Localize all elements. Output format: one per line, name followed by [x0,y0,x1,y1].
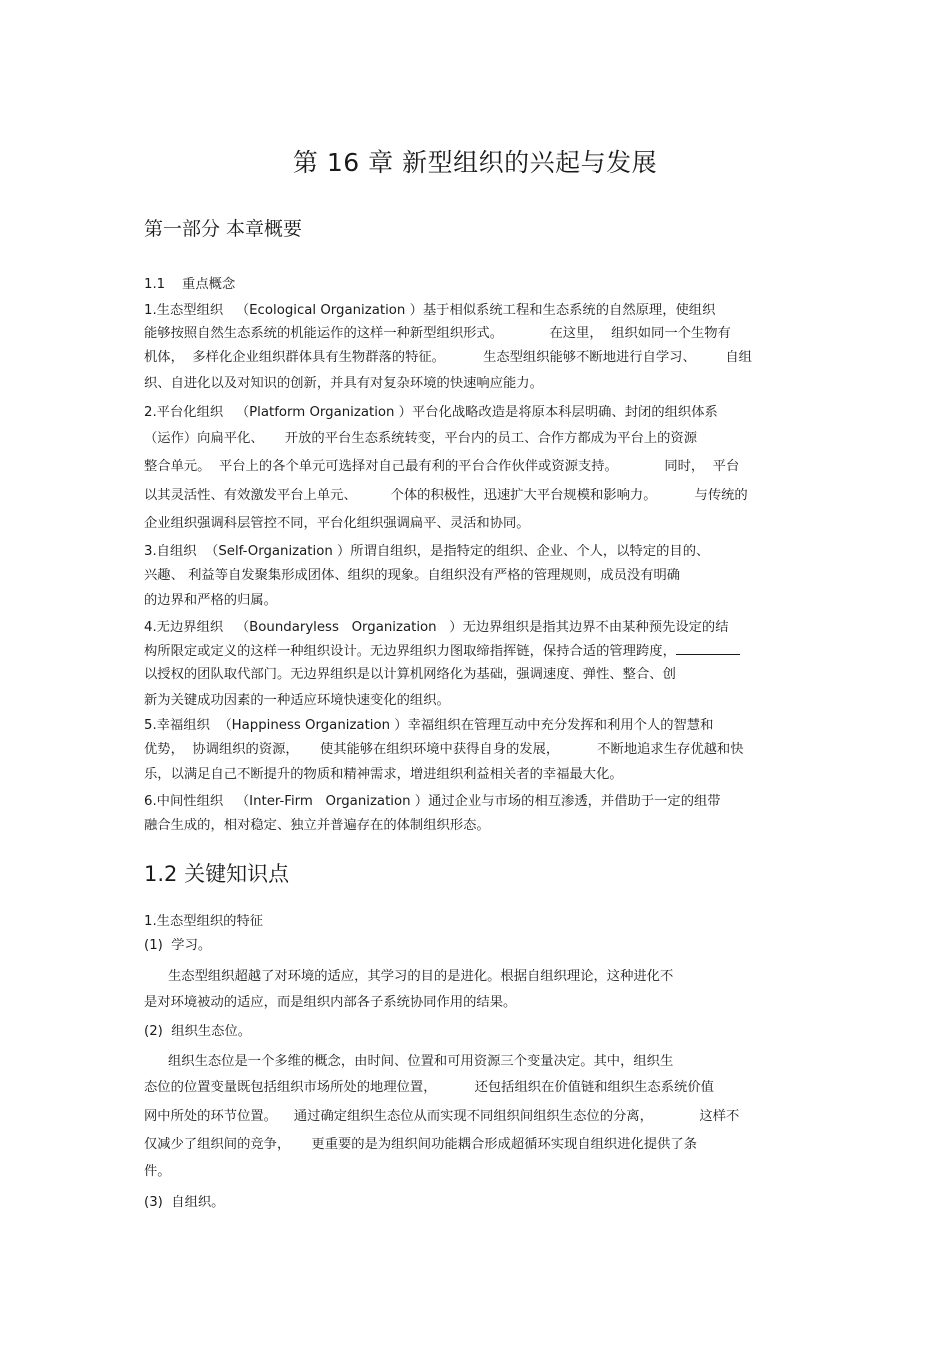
concept-4-line: 4.无边界组织 （Boundaryless Organization ）无边界组织是指其边界不由某种预先设定的结 [144,620,729,635]
knowledge-item-label: (1) 学习。 [144,938,212,953]
concept-4-line: 以授权的团队取代部门。无边界组织是以计算机网络化为基础，强调速度、弹性、整合、创 [144,667,676,682]
chapter-title: 第 16 章 新型组织的兴起与发展 [292,148,658,177]
concept-3-line: 的边界和严格的归属。 [144,593,277,608]
knowledge-paragraph-line: 组织生态位是一个多维的概念，由时间、位置和可用资源三个变量决定。其中，组织生 [168,1054,674,1069]
concept-5-line: 优势， 协调组织的资源， 使其能够在组织环境中获得自身的发展， 不断地追求生存优越和快 [144,742,744,757]
concept-2-line: （运作）向扁平化、 开放的平台生态系统转变，平台内的员工、合作方都成为平台上的资源 [144,431,698,446]
knowledge-paragraph-line: 仅减少了组织间的竞争， 更重要的是为组织间功能耦合形成超循环实现自组织进化提供了条 [144,1137,698,1152]
concept-1-line: 1.生态型组织 （Ecological Organization ）基于相似系统工程和生态系统的自然原理，使组织 [144,303,716,318]
knowledge-paragraph-line: 是对环境被动的适应，而是组织内部各子系统协同作用的结果。 [144,995,517,1010]
concept-6-line: 融合生成的，相对稳定、独立并普遍存在的体制组织形态。 [144,818,490,833]
concept-4-line-text: 构所限定或定义的这样一种组织设计。无边界组织力图取缔指挥链，保持合适的管理跨度， [144,644,676,659]
concept-5-line: 乐，以满足自己不断提升的物质和精神需求，增进组织利益相关者的幸福最大化。 [144,767,623,782]
knowledge-paragraph-line: 件。 [144,1164,171,1179]
knowledge-item-label: (3) 自组织。 [144,1195,225,1210]
concept-2-line: 2.平台化组织 （Platform Organization ）平台化战略改造是将原本科层明确、封闭的组织体系 [144,405,718,420]
section-heading-1-2: 1.2 关键知识点 [144,862,290,886]
concept-6-line: 6.中间性组织 （Inter-Firm Organization ）通过企业与市场的相互渗透，并借助于一定的组带 [144,794,721,809]
concept-3-line: 兴趣、 利益等自发聚集形成团体、组织的现象。自组织没有严格的管理规则，成员没有明确 [144,568,681,583]
concept-2-line: 企业组织强调科层管控不同，平台化组织强调扁平、灵活和协同。 [144,516,530,531]
part-title: 第一部分 本章概要 [144,218,303,240]
concept-1-line: 能够按照自然生态系统的机能运作的这样一种新型组织形式。 在这里， 组织如同一个生物有 [144,326,731,341]
concept-2-line: 以其灵活性、有效激发平台上单元、 个体的积极性，迅速扩大平台规模和影响力。 与传统的 [144,488,748,503]
concept-2-line: 整合单元。 平台上的各个单元可选择对自己最有利的平台合作伙伴或资源支持。 同时， 平台 [144,459,740,474]
concept-3-line: 3.自组织 （Self-Organization ）所谓自组织，是指特定的组织、企业、个人，以特定的目的、 [144,544,710,559]
concept-4-line [144,642,740,661]
section-heading-1-1: 1.1 重点概念 [144,277,236,292]
fill-blank [676,642,740,655]
concept-4-line: 新为关键成功因素的一种适应环境快速变化的组织。 [144,693,450,708]
knowledge-paragraph-line: 态位的位置变量既包括组织市场所处的地理位置， 还包括组织在价值链和组织生态系统价值 [144,1080,714,1095]
knowledge-paragraph-line: 生态型组织超越了对环境的适应，其学习的目的是进化。根据自组织理论，这种进化不 [168,969,674,984]
knowledge-title: 1.生态型组织的特征 [144,914,264,929]
knowledge-paragraph-line: 网中所处的环节位置。 通过确定组织生态位从而实现不同组织间组织生态位的分离， 这样不 [144,1109,740,1124]
concept-1-line: 机体， 多样化企业组织群体具有生物群落的特征。 生态型组织能够不断地进行自学习、 自组 [144,350,752,365]
concept-1-line: 织、自进化以及对知识的创新，并具有对复杂环境的快速响应能力。 [144,376,543,391]
knowledge-item-label: (2) 组织生态位。 [144,1024,252,1039]
concept-5-line: 5.幸福组织 （Happiness Organization ）幸福组织在管理互动中充分发挥和利用个人的智慧和 [144,718,714,733]
